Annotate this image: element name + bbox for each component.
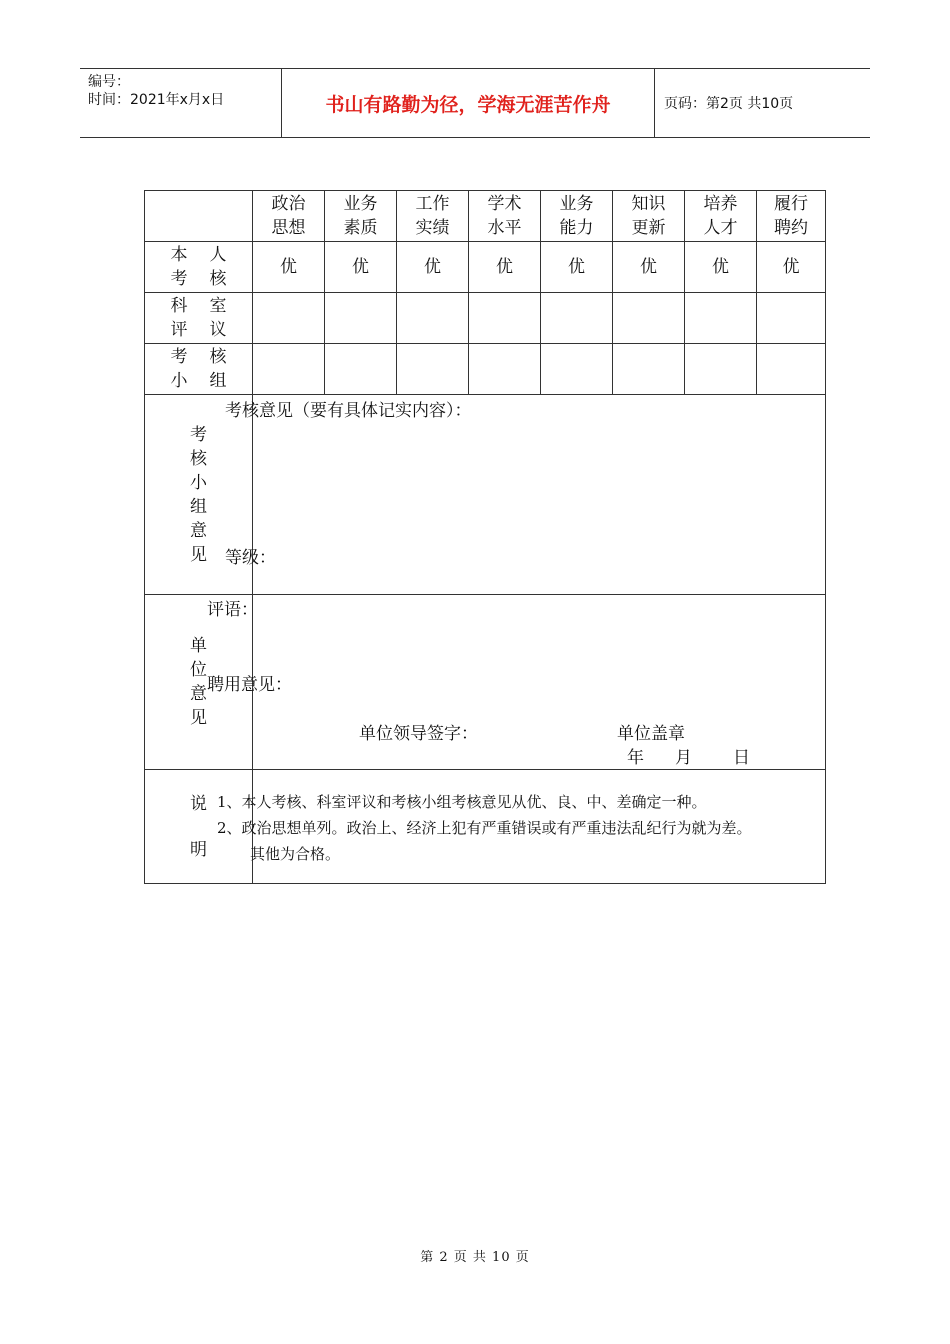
document-header — [80, 68, 870, 138]
criterion-cell: 政治 思想 — [253, 191, 325, 242]
header-meta — [80, 69, 280, 137]
assessment-group-row — [145, 344, 826, 395]
unit-opinion-label: 单 位 意 见 — [145, 595, 253, 770]
date-day: 日 — [733, 748, 750, 768]
notes-content — [217, 770, 826, 884]
group-opinion-label: 考 核 小 组 意 见 — [145, 395, 253, 595]
grade-cell[interactable] — [613, 293, 685, 344]
row-label: 科室 评议 — [145, 293, 253, 344]
grade-cell[interactable] — [469, 293, 541, 344]
grade-cell[interactable] — [253, 293, 325, 344]
unit-seal-label: 单位盖章 — [617, 724, 685, 744]
date-year: 年 — [627, 748, 644, 768]
criterion-cell: 工作 实绩 — [397, 191, 469, 242]
criterion-cell: 学术 水平 — [469, 191, 541, 242]
row-label: 本人 考核 — [145, 242, 253, 293]
criterion-cell: 业务 能力 — [541, 191, 613, 242]
notes-row — [145, 770, 826, 884]
grade-cell[interactable] — [325, 344, 397, 395]
time-label: 时间：2021年x月x日 — [88, 92, 225, 108]
motto: 书山有路勤为径，学海无涯苦作舟 — [281, 69, 655, 137]
criterion-cell: 履行 聘约 — [757, 191, 826, 242]
grade-cell[interactable] — [757, 344, 826, 395]
assessment-table — [144, 190, 826, 884]
corner-cell — [145, 191, 253, 242]
grade-cell[interactable] — [325, 293, 397, 344]
leader-signature-label: 单位领导签字： — [359, 724, 478, 744]
note-line-1: 1、本人考核、科室评议和考核小组考核意见从优、良、中、差确定一种。 — [217, 793, 707, 811]
grade-cell[interactable]: 优 — [757, 242, 826, 293]
grade-cell[interactable] — [469, 344, 541, 395]
grade-cell[interactable] — [685, 344, 757, 395]
grade-cell[interactable] — [397, 344, 469, 395]
grade-cell[interactable]: 优 — [325, 242, 397, 293]
grade-cell[interactable] — [397, 293, 469, 344]
grade-cell[interactable]: 优 — [469, 242, 541, 293]
hire-opinion-label: 聘用意见： — [207, 675, 292, 695]
criterion-cell: 业务 素质 — [325, 191, 397, 242]
unit-opinion-row — [145, 595, 826, 770]
unit-opinion-field[interactable] — [207, 595, 826, 770]
grade-cell[interactable] — [685, 293, 757, 344]
note-line-2: 2、政治思想单列。政治上、经济上犯有严重错误或有严重违法乱纪行为就为差。 — [217, 819, 752, 837]
comment-label: 评语： — [207, 600, 258, 620]
grade-cell[interactable]: 优 — [541, 242, 613, 293]
criterion-cell: 培养 人才 — [685, 191, 757, 242]
grade-cell[interactable]: 优 — [685, 242, 757, 293]
number-label: 编号： — [88, 74, 130, 90]
page-footer: 第 2 页 共 10 页 — [420, 1250, 530, 1265]
grade-cell[interactable] — [613, 344, 685, 395]
page-info: 页码：第2页 共10页 — [664, 96, 794, 112]
row-label: 考核 小组 — [145, 344, 253, 395]
group-opinion-field[interactable] — [225, 395, 826, 595]
notes-label: 说 明 — [145, 770, 253, 884]
note-line-3: 其他为合格。 — [250, 845, 341, 863]
date-month: 月 — [675, 748, 692, 768]
opinion-prompt: 考核意见（要有具体记实内容）： — [225, 401, 472, 421]
self-assessment-row — [145, 242, 826, 293]
grade-cell[interactable] — [757, 293, 826, 344]
grade-cell[interactable] — [541, 293, 613, 344]
group-opinion-row — [145, 395, 826, 595]
grade-cell[interactable]: 优 — [253, 242, 325, 293]
grade-cell[interactable] — [541, 344, 613, 395]
department-review-row — [145, 293, 826, 344]
grade-cell[interactable]: 优 — [613, 242, 685, 293]
grade-label: 等级： — [225, 548, 276, 568]
grade-cell[interactable]: 优 — [397, 242, 469, 293]
grade-cell[interactable] — [253, 344, 325, 395]
criterion-cell: 知识 更新 — [613, 191, 685, 242]
criteria-header-row — [145, 191, 826, 242]
